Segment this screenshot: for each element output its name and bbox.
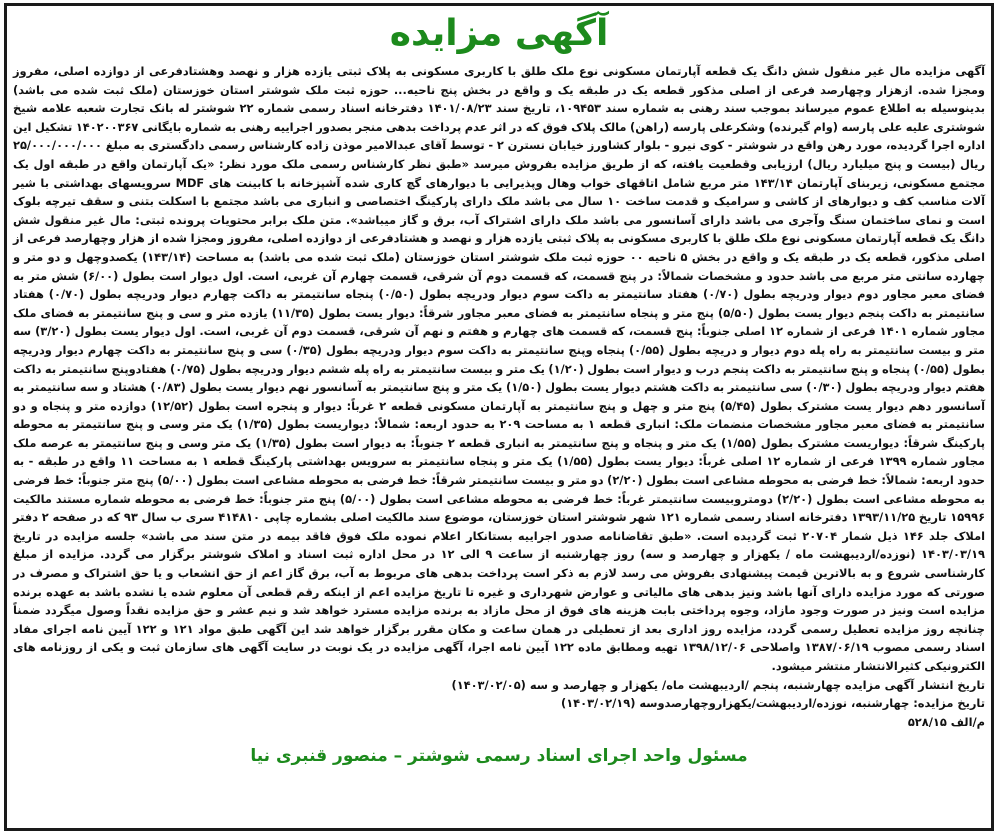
- notice-title: آگهی مزایده: [389, 13, 609, 54]
- signature-line: مسئول واحد اجرای اسناد رسمی شوشتر – منصور قنبری نیا: [250, 746, 748, 767]
- publish-date-line: تاریخ انتشار آگهی مزایده چهارشنبه، پنجم /اردیبهشت ماه/ یکهزار و چهارصد و سه (۱۴۰۳/۰۲/۰۵): [451, 677, 985, 692]
- notice-frame: [4, 3, 994, 831]
- notice-body: آگهی مزایده مال غیر منقول شش دانگ یک قطعه آپارتمان مسکونی نوع ملک طلق با کاربری مسکونی به پلاک ثبتی یازده هزار و نهصد وهشتادفرعی از دوازده اصلی، مفروز ومجزا شده. ازهزار وچهارصد فرعی از اصلی مذکور قطعه یک در طبقه یک و واقع در بخش پنج ناحیه... حوزه ثبت ملک شوشتر استان خوزستان (ملک ثبت شده می باشد) بدینوسیله به اطلاع عموم میرساند بموجب سند رهنی به شماره سند ۱۰۹۴۵۳، تاریخ سند ۱۴۰۱/۰۸/۲۳ دفترخانه اسناد رسمی شماره ۲۲ شوشتر له بانک تجارت شعبه علامه شیخ شوشتری علیه علی پارسه (وام گیرنده) وشکرعلی پارسه (راهن) مالک پلاک فوق که در اثر عدم پرداخت بدهی منجر بصدور اجراییه رهنی به شماره بایگانی ۱۴۰۲۰۰۳۶۷ تشکیل این اداره اجرا گردیده، مورد رهن واقع در شوشتر - کوی نیرو - بلوار کشاورز خیابان نسترن ۲ - توسط آقای عبدالامیر موذن زاده کارشناس رسمی دادگستری به مبلغ ۲۵/۰۰۰/۰۰۰/۰۰۰ ریال (بیست و پنج میلیارد ریال) ارزیابی وقطعیت یافته، که از طریق مزایده بفروش میرسد «طبق نظر کارشناس رسمی ملک مورد نظر: «یک آپارتمان واقع در طبقه اول یک مجتمع مسکونی، زیربنای آپارتمان ۱۴۳/۱۴ متر مربع شامل اتاقهای خواب وهال وپذیرایی با دیوارهای گچ کاری شده آشپزخانه با کابینت های MDF سرویسهای بهداشتی با شیر آلات مناسب کف و دیوارهای از کاشی و سرامیک و قدمت ساخت ۱۰ سال می باشد ملک دارای پارکینگ اختصاصی و انباری می باشد مجتمع با اسکلت بتنی و سقف تیرچه بلوک است و نمای ساختمان سنگ وآجری می باشد دارای آسانسور می باشد ملک دارای اشتراک آب، برق و گاز میباشد». متن ملک برابر محتویات پرونده ثبتی: مال غیر منقول شش دانگ یک قطعه آپارتمان مسکونی نوع ملک طلق با کاربری مسکونی به پلاک ثبتی یازده هزار و نهصد و هشتادفرعی از دوازده اصلی، مفروز ومجزا شده از هزار وچهارصد فرعی از اصلی مذکور، قطعه یک در طبقه یک و واقع در بخش ۵ ناحیه ۰۰ حوزه ثبت ملک شوشتر استان خوزستان (ملک ثبت شده می باشد) به مساحت (۱۴۳/۱۴) یکصدوچهل و دو متر و چهارده سانتی متر مربع می باشد حدود و مشخصات شمالاً: در پنج قسمت، که قسمت دوم آن شرقی، قسمت چهارم آن غربی، است. اول دیوار است بطول (۶/۰۰) شش متر به فضای معبر مجاور دوم دیوار ودریچه بطول (۰/۷۰) هفتاد سانتیمتر به داکت سوم دیوار ودریچه بطول (۰/۵۰) پنجاه سانتیمتر به داکت چهارم دیوار ودریچه بطول (۰/۷۰) هفتاد سانتیمتر به داکت پنجم دیوار یست بطول (۵/۵۰) پنج متر و پنجاه سانتیمتر به فضای معبر مجاور شرقاً: دیوار یست بطول (۱۱/۳۵) یازده متر و سی و پنج سانتیمتر به فضای ملک مجاور شماره ۱۴۰۱ فرعی از شماره ۱۲ اصلی جنوباً: پنج قسمت، که قسمت های چهارم و هفتم و نهم آن شرقی، قسمت دوم آن غربی، است. اول دیوار یست بطول (۳/۲۰) سه متر و بیست سانتیمتر به راه پله دوم دیوار و دریچه بطول (۰/۵۵) پنجاه وپنج سانتیمتر به داکت سوم دیوار ودریچه بطول (۰/۳۵) سی و پنج سانتیمتر به داکت چهارم دیوار ودریچه بطول (۰/۵۵) پنجاه و پنج سانتیمتر به داکت پنجم درب و دیوار است بطول (۱/۲۰) یک متر و بیست سانتیمتر به راه پله ششم دیوار ودریچه بطول (۰/۷۵) هفتادوپنج سانتیمتر به داکت هفتم دیوار ودریچه بطول (۰/۳۰) سی سانتیمتر به داکت هشتم دیوار یست بطول (۱/۵۰) یک متر و پنج سانتیمتر به آسانسور نهم دیوار یست بطول (۰/۸۳) هشتاد و سه سانتیمتر به آسانسور دهم دیوار یست مشترک بطول (۵/۴۵) پنج متر و چهل و پنج سانتیمتر به آپارتمان مسکونی قطعه ۲ غرباً: دیوار و پنجره است بطول (۱۲/۵۲) دوازده متر و پنجاه و دو سانتیمتر به فضای معبر مجاور مشخصات منضمات ملک: انباری قطعه ۱ به مساحت ۲۰۹ به حدود اربعه: شمالاً: دیواریست بطول (۱/۳۵) یک متر وسی و پنج سانتیمتر به محوطه پارکینگ شرقاً: دیواریست مشترک بطول (۱/۵۵) یک متر و پنجاه و پنج سانتیمتر به انباری قطعه ۲ جنوباً: به دیوار است بطول (۱/۳۵) یک متر وسی و پنج سانتیمتر به عرصه ملک مجاور شماره ۱۳۹۹ فرعی از شماره ۱۲ اصلی غرباً: دیوار یست بطول (۱/۵۵) یک متر و پنجاه سانتیمتر به سرویس بهداشتی پارکینگ قطعه ۱ به مساحت ۱۱ واقع در طبقه - به حدود اربعه: شمالاً: خط فرضی به محوطه مشاعی است بطول (۲/۲۰) دو متر و بیست سانتیمتر شرقاً: خط فرضی به محوطه مشاعی است بطول (۵/۰۰) پنج متر جنوباً: خط فرضی به محوطه مشاعی است بطول (۲/۲۰) دومتروبیست سانتیمتر غرباً: خط فرضی به محوطه مشاعی است بطول (۵/۰۰) پنج متر جنوباً: خط فرضی به محوطه شماره مستند مالکیت ۱۵۹۹۶ تاریخ ۱۳۹۳/۱۱/۲۵ دفترخانه اسناد رسمی شماره ۱۲۱ شهر شوشتر استان خوزستان، موضوع سند مالکیت اصلی بشماره چاپی ۴۱۴۸۱۰ سری ب سال ۹۳ که در صفحه ۲ دفتر املاک جلد ۱۴۶ ذیل شمار ۲۰۷۰۴ ثبت گردیده است. «طبق تقاضانامه صدور اجراییه بستانکار اعلام نموده ملک فوق فاقد بیمه در متن سند می باشد» جلسه مزایده در تاریخ ۱۴۰۳/۰۳/۱۹ (نوزده/اردیبهشت ماه / یکهزار و چهارصد و سه) روز چهارشنبه از ساعت ۹ الی ۱۲ در محل اداره ثبت اسناد و املاک شوشتر برگزار می گردد. مزایده از مبلغ کارشناسی شروع و به بالاترین قیمت پیشنهادی بفروش می رسد لازم به ذکر است پرداخت بدهی های مربوط به آب، برق گاز اعم از حق انشعاب و یا حق اشتراک و مصرف در صورتی که مورد مزایده دارای آنها باشد ونیز بدهی های مالیاتی و عوارض شهرداری و غیره تا تاریخ مزایده اعم از اینکه رقم قطعی آن معلوم شده یا نشده باشد به عهده برنده مزایده است ونیز در صورت وجود مازاد، وجوه پرداختی بابت هزینه های فوق از محل مازاد به برنده مزایده مسترد خواهد شد و نیم عشر و حق مزایده نقداً وصول میگردد ضمناً چنانچه روز مزایده تعطیل رسمی گردد، مزایده روز اداری بعد از تعطیلی در همان ساعت و مکان مقرر برگزار خواهد شد این آگهی طبق مواد ۱۲۱ و ۱۲۲ آیین نامه اجرای مفاد اسناد رسمی مصوب ۱۳۸۷/۰۶/۱۹ واصلاحی ۱۳۹۸/۱۲/۰۶ تهیه ومطابق ماده ۱۲۲ آیین نامه اجرا، آگهی مزایده در یک نوبت در سایت آگهی های سازمان ثبت و یکی از روزنامه های الکترونیکی کثیرالانتشار منتشر میشود.: [13, 64, 986, 673]
- reference-line: م/الف ۵۲۸/۱۵: [907, 714, 985, 729]
- auction-date-line: تاریخ مزایده: چهارشنبه، نوزده/اردیبهشت/یکهزاروچهارصدوسه (۱۴۰۳/۰۲/۱۹): [561, 696, 985, 711]
- notice-content: [13, 10, 985, 824]
